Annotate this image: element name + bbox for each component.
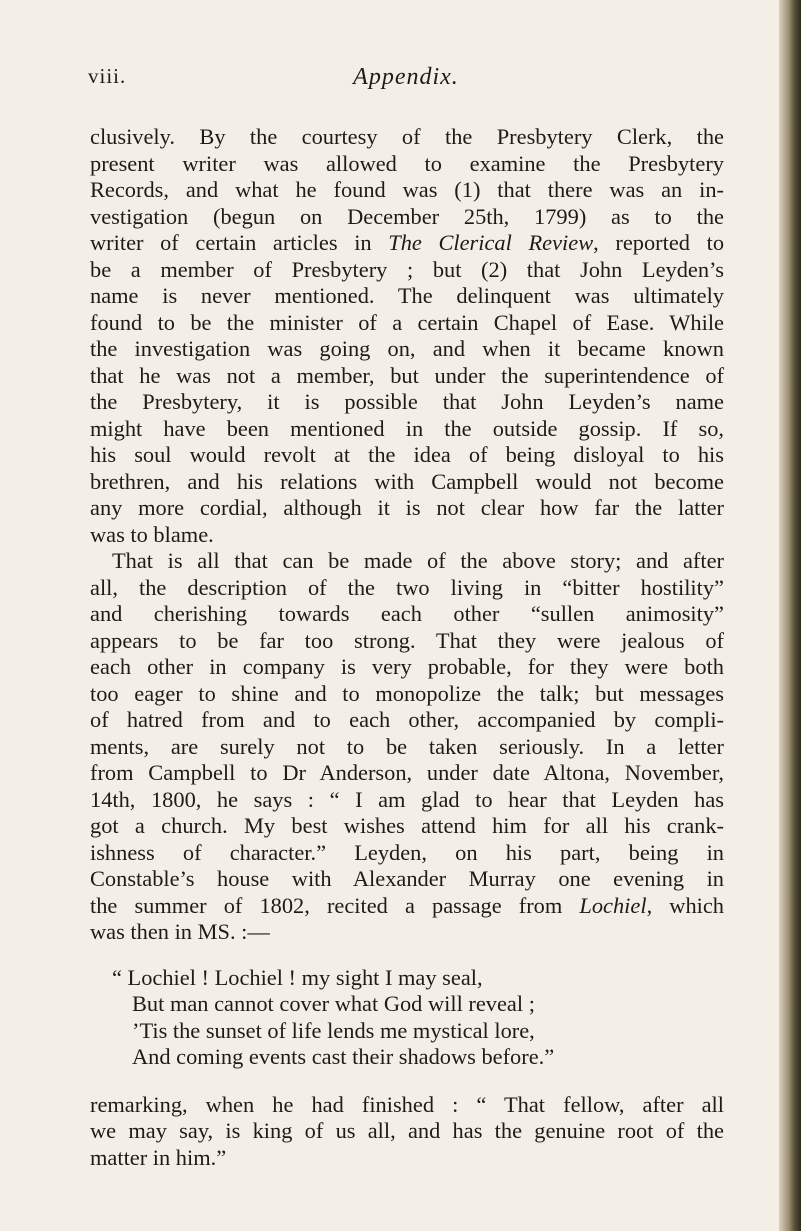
paragraph-1 (90, 124, 724, 548)
text-line: Constable’s house with Alexander Murray one evening in (90, 866, 724, 891)
text-line: be a member of Presbytery ; but (2) that John Leyden’s (90, 256, 724, 282)
paragraph-2 (90, 548, 724, 946)
text-line: brethren, and his relations with Campbell would not become (90, 468, 724, 494)
page-body (90, 124, 724, 1171)
text-line: was then in MS. :— (90, 919, 270, 944)
text-line: any more cordial, although it is not clear how far the latter (90, 495, 724, 520)
text-line: his soul would revolt at the idea of being disloyal to his (90, 442, 724, 467)
text-line: we may say, is king of us all, and has the genuine root of the (90, 1118, 724, 1143)
text-line: ishness of character.” Leyden, on his part, being in (90, 839, 724, 865)
text-run: , which (646, 892, 724, 918)
text-run: , reported to (593, 230, 725, 255)
text-line: found to be the minister of a certain Chapel of Ease. While (90, 309, 724, 335)
text-line: from Campbell to Dr Anderson, under date Altona, November, (90, 760, 724, 785)
text-line: got a church. My best wishes attend him for all his crank- (90, 813, 724, 838)
text-line: the Presbytery, it is possible that John Leyden’s name (90, 389, 724, 414)
text-line: That is all that can be made of the above story; and after (112, 548, 724, 573)
spacer (90, 1071, 724, 1092)
italic-title: Lochiel (579, 892, 647, 918)
verse-quotation (90, 965, 724, 1071)
text-line: might have been mentioned in the outside gossip. If so, (90, 415, 724, 441)
verse-line: And coming events cast their shadows before.” (132, 1044, 555, 1069)
verse-line: But man cannot cover what God will reveal ; (132, 991, 535, 1016)
text-run: the summer of 1802, recited a passage from (90, 892, 580, 918)
text-line: and cherishing towards each other “sullen animosity” (90, 601, 724, 626)
page-number: viii. (88, 64, 127, 88)
text-line: each other in company is very probable, for they were both (90, 654, 724, 679)
text-run: writer of certain articles in (90, 230, 389, 255)
text-line: remarking, when he had finished : “ That fellow, after all (90, 1091, 724, 1117)
text-line: appears to be far too strong. That they were jealous of (90, 627, 724, 653)
running-title-text: Appendix. (353, 64, 459, 90)
text-line: vestigation (begun on December 25th, 1799) as to the (90, 203, 724, 229)
text-line: clusively. By the courtesy of the Presbytery Clerk, the (90, 124, 724, 149)
text-line: of hatred from and to each other, accompanied by compli- (90, 707, 724, 732)
running-title (88, 64, 724, 91)
text-line: the investigation was going on, and when it became known (90, 336, 724, 361)
text-line: matter in him.” (90, 1144, 227, 1170)
text-line: name is never mentioned. The delinquent was ultimately (90, 283, 724, 308)
spacer (90, 946, 724, 965)
verse-line: “ Lochiel ! Lochiel ! my sight I may seal, (112, 964, 483, 990)
text-line: was to blame. (90, 521, 214, 547)
page-header (88, 64, 724, 100)
text-line: Records, and what he found was (1) that there was an in- (90, 177, 724, 202)
text-line: present writer was allowed to examine the Presbytery (90, 150, 724, 176)
text-line (90, 893, 724, 920)
text-line: 14th, 1800, he says : “ I am glad to hear that Leyden has (90, 786, 724, 812)
text-line: that he was not a member, but under the superintendence of (90, 362, 724, 388)
text-line: ments, are surely not to be taken seriously. In a letter (90, 733, 724, 759)
text-line: too eager to shine and to monopolize the talk; but messages (90, 680, 724, 706)
text-line: all, the description of the two living in “bitter hostility” (90, 574, 724, 600)
italic-title: The Clerical Review (388, 230, 594, 255)
page-edge-shadow (779, 0, 801, 1231)
verse-line: ’Tis the sunset of life lends me mystical lore, (132, 1017, 535, 1043)
text-line (90, 230, 724, 257)
paragraph-3 (90, 1092, 724, 1172)
